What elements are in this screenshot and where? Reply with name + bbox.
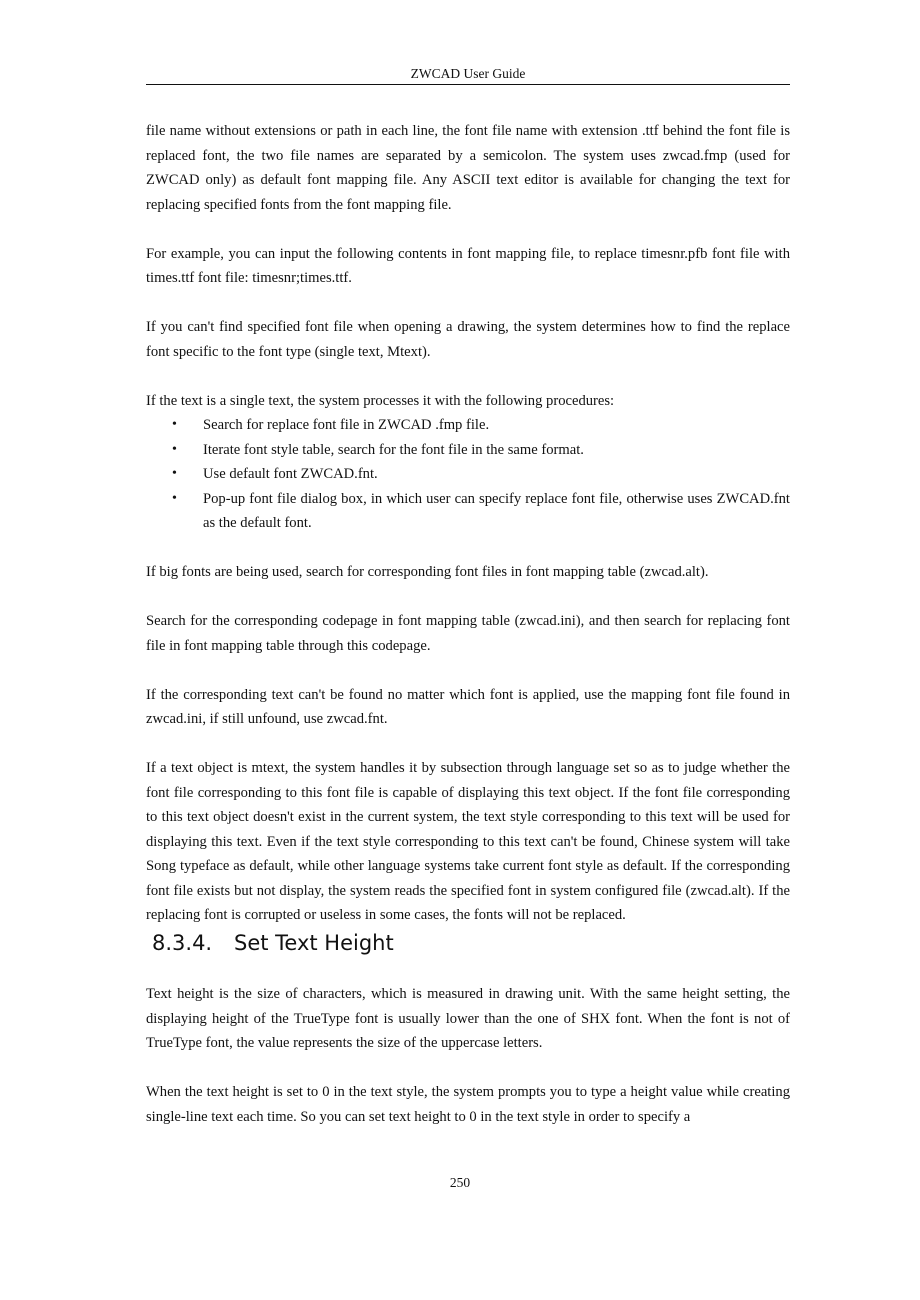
paragraph: If big fonts are being used, search for corresponding font files in font mapping table (zwcad.alt). — [146, 564, 709, 580]
page-header — [146, 64, 790, 85]
bullet-icon: • — [172, 441, 177, 457]
paragraph: Search for the corresponding codepage in font mapping table (zwcad.ini), and then search for replacing font file in font mapping table through this codepage. — [146, 613, 790, 654]
bullet-icon: • — [172, 466, 177, 481]
page-number: 250 — [449, 1175, 471, 1190]
bullet-icon: • — [172, 417, 177, 432]
procedure-list — [146, 413, 790, 536]
document-title: ZWCAD User Guide — [410, 66, 526, 81]
list-item — [172, 413, 790, 438]
section-heading — [152, 928, 790, 958]
paragraph: For example, you can input the following contents in font mapping file, to replace timesnr.pfb font file with times.ttf font file: timesnr;times.ttf. — [146, 245, 790, 286]
paragraph: When the text height is set to 0 in the text style, the system prompts you to type a height value while creating single-line text each time. So you can set text height to 0 in the text style in order to specify a — [146, 1084, 790, 1125]
section-title: Set Text Height — [234, 930, 394, 955]
paragraph: file name without extensions or path in each line, the font file name with extension .ttf behind the font file is replaced font, the two file names are separated by a semicolon. The system uses zwcad.fmp (used for ZWCAD only) as default font mapping file. Any ASCII text editor is available for changing the text for replacing specified fonts from the font mapping file. — [146, 123, 790, 213]
list-item-text: Use default font ZWCAD.fnt. — [203, 466, 378, 482]
paragraph: If the text is a single text, the system processes it with the following procedures: — [146, 392, 615, 409]
list-item-text: Search for replace font file in ZWCAD .fmp file. — [203, 417, 490, 433]
list-item — [172, 487, 790, 536]
list-item — [172, 462, 790, 487]
page-body — [146, 119, 790, 1129]
paragraph: Text height is the size of characters, which is measured in drawing unit. With the same height setting, the displaying height of the TrueType font is usually lower than the one of SHX font. When the font is not of TrueType font, the value represents the size of the uppercase letters. — [146, 986, 790, 1051]
paragraph: If you can't find specified font file when opening a drawing, the system determines how to find the replace font specific to the font type (single text, Mtext). — [146, 319, 790, 360]
list-item — [172, 438, 790, 463]
bullet-icon: • — [172, 490, 177, 506]
list-item-text: Pop-up font file dialog box, in which user can specify replace font file, otherwise uses ZWCAD.fnt as the default font. — [203, 490, 790, 531]
paragraph: If a text object is mtext, the system handles it by subsection through language set so as to judge whether the font file corresponding to this font file is capable of displaying this text object. If the font file corresponding to this text object doesn't exist in the current system, the text style corresponding to this text will be used for displaying this text. Even if the text style corresponding to this text can't be found, Chinese system will take Song typeface as default, while other language systems take current font style as default. If the corresponding font file exists but not display, the system reads the specified font in system configured file (zwcad.alt). If the replacing font is corrupted or useless in some cases, the fonts will not be replaced. — [146, 760, 790, 923]
section-number: 8.3.4. — [152, 930, 213, 955]
list-item-text: Iterate font style table, search for the font file in the same format. — [203, 441, 584, 458]
paragraph: If the corresponding text can't be found no matter which font is applied, use the mapping font file found in zwcad.ini, if still unfound, use zwcad.fnt. — [146, 686, 790, 727]
